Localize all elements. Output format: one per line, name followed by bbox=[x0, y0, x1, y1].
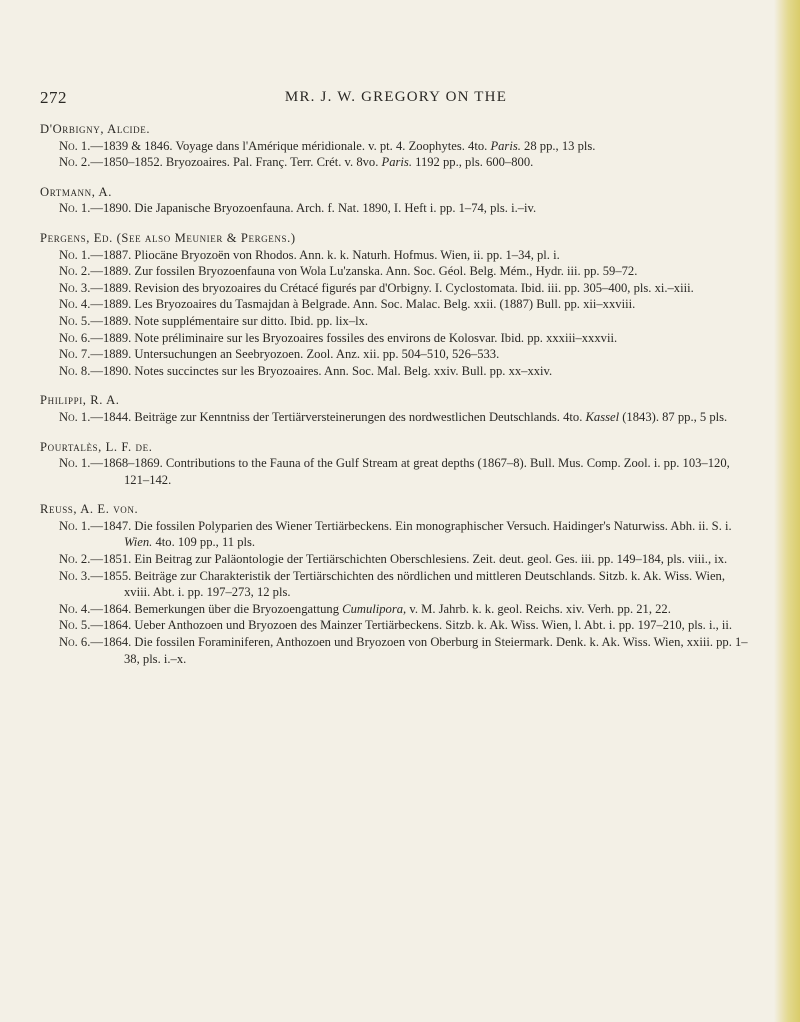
entry-number: No. 1. bbox=[59, 518, 91, 533]
entry-text-end: v. M. Jahrb. k. k. geol. Reichs. xiv. Verh. pp. 21, 22. bbox=[406, 601, 671, 616]
author-heading: Philippi, R. A. bbox=[40, 393, 120, 408]
bibliography-entry bbox=[40, 455, 752, 488]
running-head bbox=[40, 88, 752, 108]
bibliography-entry bbox=[40, 247, 752, 264]
entry-text: —1847. Die fossilen Polyparien des Wiener Tertiärbeckens. Ein monographischer Versuch. Haidinger's Naturwiss. Abh. ii. S. i. bbox=[90, 518, 732, 533]
entry-text: —1887. Pliocäne Bryozoën von Rhodos. Ann. k. k. Naturh. Hofmus. Wien, ii. pp. 1–34, pl. i. bbox=[90, 247, 560, 262]
bibliography-entry bbox=[40, 280, 752, 297]
entry-text-end: 4to. 109 pp., 11 pls. bbox=[152, 535, 256, 550]
entry-number: No. 1. bbox=[59, 247, 91, 262]
entry-number: No. 5. bbox=[59, 618, 91, 633]
entry-text: —1889. Revision des bryozoaires du Crétacé figurés par d'Orbigny. I. Cyclostomata. Ibid. iii. pp. 305–400, pls. xi.–xiii. bbox=[90, 280, 694, 295]
entry-number: No. 4. bbox=[59, 297, 91, 312]
entry-number: No. 2. bbox=[59, 264, 91, 279]
entry-text: —1851. Ein Beitrag zur Paläontologie der Tertiärschichten Oberschlesiens. Zeit. deut. geol. Ges. iii. pp. 149–184, pls. viii., ix. bbox=[90, 552, 728, 567]
entry-text: —1864. Die fossilen Foraminiferen, Anthozoen und Bryozoen von Oberburg in Steiermark. Denk. k. Ak. Wiss. Wien, xxiii. pp. 1–38, pls. i.–x. bbox=[90, 635, 748, 666]
entry-text: —1868–1869. Contributions to the Fauna of the Gulf Stream at great depths (1867–8). Bull. Mus. Comp. Zool. i. pp. 103–120, 121–142. bbox=[90, 456, 730, 487]
entry-number: No. 2. bbox=[59, 155, 91, 170]
entry-number: No. 1. bbox=[59, 409, 91, 424]
bibliography-entry bbox=[40, 200, 752, 217]
entry-number: No. 7. bbox=[59, 347, 91, 362]
bibliography-entry bbox=[40, 346, 752, 363]
entry-text: —1844. Beiträge zur Kenntniss der Tertiärversteinerungen des nordwestlichen Deutschlands. 4to. bbox=[90, 409, 586, 424]
entry-number: No. 3. bbox=[59, 568, 91, 583]
entry-text-end: (1843). 87 pp., 5 pls. bbox=[619, 409, 728, 424]
running-head-title: MR. J. W. GREGORY ON THE bbox=[284, 89, 508, 105]
entry-text-end: 1192 pp., pls. 600–800. bbox=[411, 155, 534, 170]
bibliography-entry bbox=[40, 313, 752, 330]
author-heading: Ortmann, A. bbox=[40, 184, 113, 199]
bibliography-entry bbox=[40, 617, 752, 634]
entry-text: —1864. Ueber Anthozoen und Bryozoen des Mainzer Tertiärbeckens. Sitzb. k. Ak. Wiss. Wien, l. Abt. i. pp. 197–210, pls. i., ii. bbox=[90, 618, 733, 633]
entry-number: No. 3. bbox=[59, 280, 91, 295]
entry-italic: Paris. bbox=[490, 138, 521, 153]
entry-number: No. 1. bbox=[59, 201, 91, 216]
entry-text: —1889. Untersuchungen an Seebryozoen. Zool. Anz. xii. pp. 504–510, 526–533. bbox=[90, 347, 500, 362]
bibliography-entry bbox=[40, 409, 752, 426]
entry-number: No. 5. bbox=[59, 313, 91, 328]
bibliography-entry bbox=[40, 154, 752, 171]
author-heading: D'Orbigny, Alcide. bbox=[40, 122, 151, 136]
entry-italic: Wien. bbox=[124, 535, 153, 550]
entry-italic: Paris. bbox=[381, 155, 412, 170]
entry-number: No. 1. bbox=[59, 456, 91, 471]
entry-italic: Kassel bbox=[585, 409, 620, 424]
bibliography-entry bbox=[40, 263, 752, 280]
bibliography-entry bbox=[40, 330, 752, 347]
bibliography-entry bbox=[40, 138, 752, 155]
bibliography-entry bbox=[40, 363, 752, 380]
entry-number: No. 1. bbox=[59, 138, 91, 153]
entry-text: —1864. Bemerkungen über die Bryozoengattung bbox=[90, 601, 343, 616]
page-number: 272 bbox=[40, 88, 67, 107]
entry-number: No. 6. bbox=[59, 330, 91, 345]
entry-text: —1890. Notes succinctes sur les Bryozoaires. Ann. Soc. Mal. Belg. xxiv. Bull. pp. xx–xxiv. bbox=[90, 363, 553, 378]
author-heading: Pergens, Ed. (See also Meunier & Pergens.) bbox=[40, 230, 296, 245]
entry-text: —1889. Note supplémentaire sur ditto. Ibid. pp. lix–lx. bbox=[90, 313, 369, 328]
entry-text: —1889. Zur fossilen Bryozoenfauna von Wola Lu'zanska. Ann. Soc. Géol. Belg. Mém., Hydr. iii. pp. 59–72. bbox=[90, 264, 638, 279]
entry-text: —1850–1852. Bryozoaires. Pal. Franç. Terr. Crét. v. 8vo. bbox=[90, 155, 382, 170]
bibliography bbox=[40, 121, 752, 667]
entry-italic: Cumulipora, bbox=[342, 601, 407, 616]
author-heading: Pourtalès, L. F. de. bbox=[40, 439, 153, 454]
entry-text: —1889. Les Bryozoaires du Tasmajdan à Belgrade. Ann. Soc. Malac. Belg. xxii. (1887) Bull. pp. xii–xxviii. bbox=[90, 297, 636, 312]
bibliography-entry bbox=[40, 601, 752, 618]
entry-number: No. 2. bbox=[59, 552, 91, 567]
bibliography-entry bbox=[40, 551, 752, 568]
entry-text: —1855. Beiträge zur Charakteristik der Tertiärschichten des nördlichen und mittleren Deutschlands. Sitzb. k. Ak. Wiss. Wien, xviii. Abt. i. pp. 197–273, 12 pls. bbox=[90, 568, 725, 600]
entry-text-end: 28 pp., 13 pls. bbox=[520, 138, 596, 153]
bibliography-entry bbox=[40, 634, 752, 667]
author-heading: Reuss, A. E. von. bbox=[40, 502, 139, 517]
entry-number: No. 6. bbox=[59, 635, 91, 650]
bibliography-entry bbox=[40, 296, 752, 313]
entry-text: —1839 & 1846. Voyage dans l'Amérique méridionale. v. pt. 4. Zoophytes. 4to. bbox=[90, 138, 491, 153]
entry-number: No. 8. bbox=[59, 363, 91, 378]
page-spine-shadow bbox=[774, 0, 800, 1022]
entry-text: —1889. Note préliminaire sur les Bryozoaires fossiles des environs de Kolosvar. Ibid. pp. xxxiii–xxxvii. bbox=[90, 330, 618, 345]
bibliography-entry bbox=[40, 518, 752, 551]
entry-text: —1890. Die Japanische Bryozoenfauna. Arch. f. Nat. 1890, I. Heft i. pp. 1–74, pls. i.–iv. bbox=[90, 201, 537, 216]
bibliography-entry bbox=[40, 568, 752, 601]
entry-number: No. 4. bbox=[59, 601, 91, 616]
